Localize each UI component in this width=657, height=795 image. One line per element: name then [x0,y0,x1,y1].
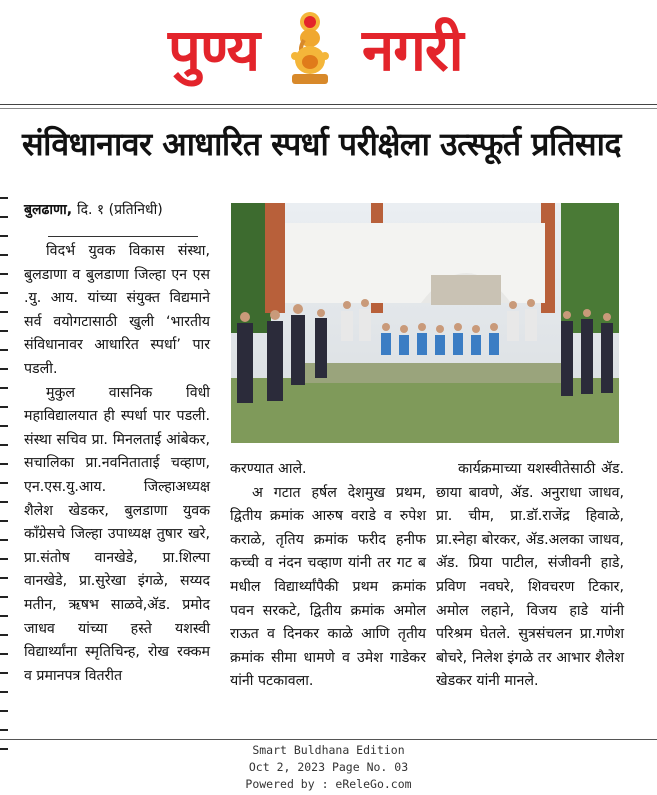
footer-powered-by: Powered by : eReleGo.com [245,777,412,791]
dateline-rule [48,236,198,237]
masthead-rule [0,104,657,105]
article-column-1 [24,240,210,688]
article-paragraph: कार्यक्रमाच्या यशस्वीतेसाठी ॲड. छाया बावणे, ॲड. अनुराधा जाधव, प्रा. चीम, प्रा.डॉ.राजेंद्र हिवाळे, प्रा.स्नेहा बोरकर, ॲड.अलका जाधव, ॲड. प्रिया पाटील, संजीवनी हाडे, प्रविण नवघरे, शिवचरण टिकार, अमोल लहाने, विजय हाडे यांनी परिश्रम घेतले. सुत्रसंचलन प्रा.गणेश बोचरे, निलेश इंगळे तर आभार शैलेश खेडकर यांनी मानले. [436,461,624,690]
footer-rule [0,739,657,740]
article-paragraph: विदर्भ युवक विकास संस्था, बुलडाणा व बुलडाणा जिल्हा एन एस .यु. आय. यांच्या संयुक्त विद्यमाने सर्व वयोगटासाठी खुली ‘भारतीय संविधानावर आधारित स्पर्धा’ पार पडली. [24,243,210,377]
article-column-3 [436,458,624,694]
article-headline: संविधानावर आधारित स्पर्धा परीक्षेला उत्स्फूर्त प्रतिसाद [22,125,621,163]
article-photo [231,203,619,443]
ganesha-icon [286,10,334,88]
article-paragraph: अ गटात हर्षल देशमुख प्रथम, द्वितीय क्रमांक आरुष वराडे व रुपेश कराळे, तृतिय क्रमांक फरीद हनीफ कच्ची व नंदन चव्हाण यांनी तर गट ब मधील विद्यार्थ्यांपैकी प्रथम क्रमांक पवन सरकटे, द्वितीय क्रमांक अमोल राऊत व दिनकर काळे आणि तृतीय क्रमांक सीमा धामणे व उमेश गाडेकर यांनी पटकावला. [230,484,426,690]
masthead [0,0,657,100]
footer-date-page: Oct 2, 2023 Page No. 03 [248,760,409,774]
masthead-title-left: पुण्य [168,16,260,84]
footer-edition: Smart Buldhana Edition [252,743,405,757]
article-continuation: करण्यात आले. [230,461,307,477]
dateline-rest: दि. १ (प्रतिनिधी) [76,202,163,218]
page-footer [0,742,657,793]
article-column-2 [230,458,426,694]
dateline-place: बुलढाणा, [24,202,73,218]
article-dateline [24,200,224,219]
masthead-title-right: नगरी [362,16,463,84]
adjacent-column-edge [0,180,12,740]
article-paragraph: मुकुल वासनिक विधी महाविद्यालयात ही स्पर्धा पार पडली. संस्था सचिव प्रा. मिनलताई आंबेकर, सचालिका प्रा.नवनिताताई चव्हाण, एन.एस.यु.आय. जिल्हाअध्यक्ष शैलेश खेडकर, बुलडाणा युवक कॉंग्रेसचे जिल्हा उपाध्यक्ष तुषार खरे, प्रा.संतोष वानखेडे, प्रा.शिल्पा वानखेडे, प्रा.सुरेखा इंगळे, सय्यद मतीन, ऋषभ साळवे,ॲड. प्रमोद जाधव यांच्या हस्ते यशस्वी विद्यार्थ्यांना स्मृतिचिन्ह, रोख रक्कम व प्रमानपत्र वितरीत [24,384,210,684]
masthead-rule-secondary [0,108,657,109]
